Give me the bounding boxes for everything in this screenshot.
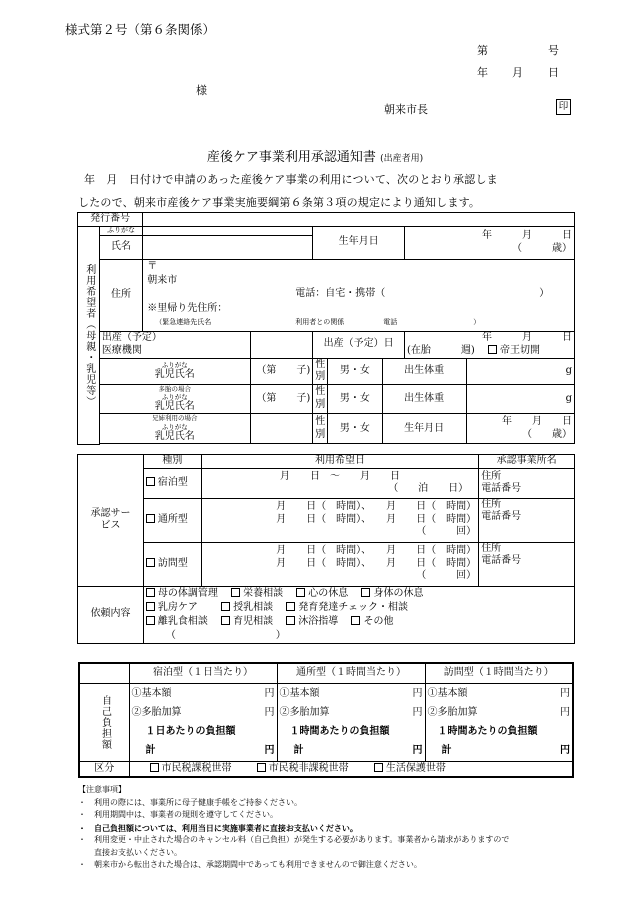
note-item: ・ 自己負担額については、利用当日に実施事業者に直接お支払いください。 [78,822,358,833]
request-checkbox[interactable]: 栄養相談 [231,588,283,599]
fee-table [78,662,574,778]
request-checkbox[interactable]: 離乳食相談 [146,616,208,627]
note-item: 直接お支払いください。 [78,847,182,857]
intro-line-1: 年 月 日付けで申請のあった産後ケア事業の利用について、次のとおり承認しま [84,173,498,186]
multiple-infant-order[interactable]: （第 子) [250,384,313,414]
application-table: 発行番号 利用希望者（母親・乳児等） ふりがな 生年月日 年 月 日 （ 歳） 氏名 住所 〒 朝来市 電話：自宅・携帯（ ） ※里帰り先住所： （緊急連絡先氏名 利用者との関係 電話 ） 出産（予定） 医療機関 出産（予定）日 年 月 日 (在胎 週) 帝王切開 ふりがな 乳児氏名 （第 子) 性別 男・女 出生体重 g 多胎の場合 ふりがな 乳児氏名 （第 子) 性別 男・女 出生体重 g 兄姉利用の場合 ふりがな 乳児氏名 性別 男・女 生年月日 年 月 日 （ 歳） [77,212,575,445]
issuer: 朝来市長 [384,103,428,116]
sibling-sex-option[interactable]: 男・女 [328,414,382,444]
fee-group-label: 自己負担額 [79,683,129,761]
caesarean-checkbox[interactable] [488,345,500,356]
applicant-group-label: 利用希望者（母親・乳児等） [78,226,100,444]
note-item: ・ 利用変更・中止された場合のキャンセル料（自己負担）が発生する必要があります。事業者から請求がありますので [78,835,510,844]
fee-visit-cell[interactable]: ①基本額 円 ②多胎加算 円 １時間あたりの負担額 計 円 [425,683,573,761]
city-label: 朝来市 [147,274,178,286]
issue-number-value[interactable] [143,213,575,227]
category-checkbox[interactable]: 生活保護世帯 [374,763,446,774]
request-checkbox[interactable]: 発育発達チェック・相談 [286,602,408,613]
request-row-2 [146,601,572,615]
request-checkbox[interactable]: 育児相談 [221,616,273,627]
furigana-label: ふりがな [99,226,142,235]
daycare-type[interactable]: 通所型 [143,498,201,542]
category-label: 区分 [79,761,129,777]
request-row-3 [146,615,572,629]
birth-weight-field[interactable]: g [466,358,574,384]
phone-label: 電話：自宅・携帯（ [295,287,386,299]
birth-facility-label: 出産（予定） 医療機関 [99,331,250,358]
multiple-weight-field[interactable]: g [466,384,574,414]
addressee-suffix: 様 [196,84,207,97]
sibling-birthdate-field[interactable]: 年 月 日 （ 歳） [466,414,574,444]
title-sub: (出産者用) [380,154,424,164]
daycare-facility-field[interactable]: 住所 電話番号 [479,498,575,542]
request-options [143,586,574,643]
service-group-label: 承認サービス [78,455,144,587]
request-checkbox[interactable]: 授乳相談 [221,602,273,613]
sex-option[interactable]: 男・女 [328,358,382,384]
furigana-field[interactable] [143,226,313,235]
daycare-dates-field[interactable]: 月 日（ 時間）、 月 日（ 時間） 月 日（ 時間）、 月 日（ 時間） （ 回） [201,498,478,542]
visit-dates-field[interactable]: 月 日（ 時間）、 月 日（ 時間） 月 日（ 時間）、 月 日（ 時間） （ 回） [201,542,478,586]
fee-stay-cell[interactable]: ①基本額 円 ②多胎加算 円 １日あたりの負担額 計 円 [129,683,277,761]
service-type-header: 種別 [143,455,201,469]
fee-stay-header: 宿泊型（１日当たり） [129,663,277,683]
sibling-birthdate-label: 生年月日 [382,414,466,444]
request-checkbox[interactable]: 乳房ケア [146,602,198,613]
category-checkbox[interactable]: 市民税課税世帯 [150,763,232,774]
date-day: 日 [548,66,559,79]
sibling-label: 兄姉利用の場合 ふりがな 乳児氏名 [99,414,250,444]
category-options [129,761,573,777]
service-table [77,454,575,644]
address-field[interactable]: 〒 朝来市 電話：自宅・携帯（ ） ※里帰り先住所： （緊急連絡先氏名 利用者との関係 電話 ） [143,259,575,331]
seal-box: 印 [556,99,571,115]
infant-name-label: ふりがな 乳児氏名 [99,358,250,384]
sex-label: 性別 [313,358,328,384]
stay-type[interactable]: 宿泊型 [143,468,201,498]
service-dates-header: 利用希望日 [201,455,478,469]
address-label: 住所 [99,259,142,331]
service-facility-header: 承認事業所名 [479,455,575,469]
date-year: 年 [477,66,488,79]
request-checkbox[interactable]: 母の体調管理 [146,588,218,599]
multiple-sex-option[interactable]: 男・女 [328,384,382,414]
birthdate-label: 生年月日 [313,226,405,259]
title-main: 産後ケア事業利用承認通知書 [206,150,376,165]
stay-facility-field[interactable]: 住所 電話番号 [479,468,575,498]
request-label: 依頼内容 [78,586,144,643]
visit-facility-field[interactable]: 住所 電話番号 [479,542,575,586]
birthdate-field[interactable]: 年 月 日 （ 歳） [405,226,575,259]
document-number-label: 第 [477,44,488,57]
request-checkbox[interactable]: 沐浴指導 [286,616,338,627]
birth-weight-label: 出生体重 [382,358,466,384]
infant-order[interactable]: （第 子) [250,358,313,384]
sibling-name-field[interactable] [250,414,313,444]
name-field[interactable] [143,235,313,259]
birth-facility-field[interactable] [250,331,313,358]
page-title [0,146,630,165]
notes-heading: 【注意事項】 [78,785,126,794]
birth-date-label: 出産（予定）日 [313,331,405,358]
date-month: 月 [512,66,523,79]
issue-number-label: 発行番号 [78,213,143,227]
request-checkbox[interactable]: 心の休息 [296,588,348,599]
notes [78,784,578,872]
form-label: 様式第２号（第６条関係） [65,22,216,37]
multiple-infant-label: 多胎の場合 ふりがな 乳児氏名 [99,384,250,414]
note-item: ・ 利用期間中は、事業者の規則を遵守してください。 [78,810,278,819]
category-checkbox[interactable]: 市民税非課税世帯 [257,763,349,774]
fee-daycare-header: 通所型（１時間当たり） [277,663,425,683]
document-number-suffix: 号 [548,44,559,57]
request-checkbox[interactable]: その他 [351,616,393,627]
note-item: ・ 利用の際には、事業所に母子健康手帳をご持参ください。 [78,797,302,807]
note-item: ・ 朝来市から転出された場合は、承認期間中であっても利用できませんので御注意ください。 [78,860,422,869]
fee-visit-header: 訪問型（１時間当たり） [425,663,573,683]
stay-dates-field[interactable]: 月 日 〜 月 日 （ 泊 日） [201,468,478,498]
request-row-1 [146,587,572,601]
return-home-label: ※里帰り先住所： [147,302,228,314]
name-label: 氏名 [99,235,142,259]
visit-type[interactable]: 訪問型 [143,542,201,586]
request-checkbox[interactable]: 身体の休息 [361,588,423,599]
intro-line-2: したので、朝来市産後ケア事業実施要綱第６条第３項の規定により通知します。 [78,196,481,209]
birth-date-field[interactable]: 年 月 日 (在胎 週) 帝王切開 [405,331,575,358]
request-other-field[interactable]: （ ） [165,629,286,641]
fee-daycare-cell[interactable]: ①基本額 円 ②多胎加算 円 １時間あたりの負担額 計 円 [277,683,425,761]
